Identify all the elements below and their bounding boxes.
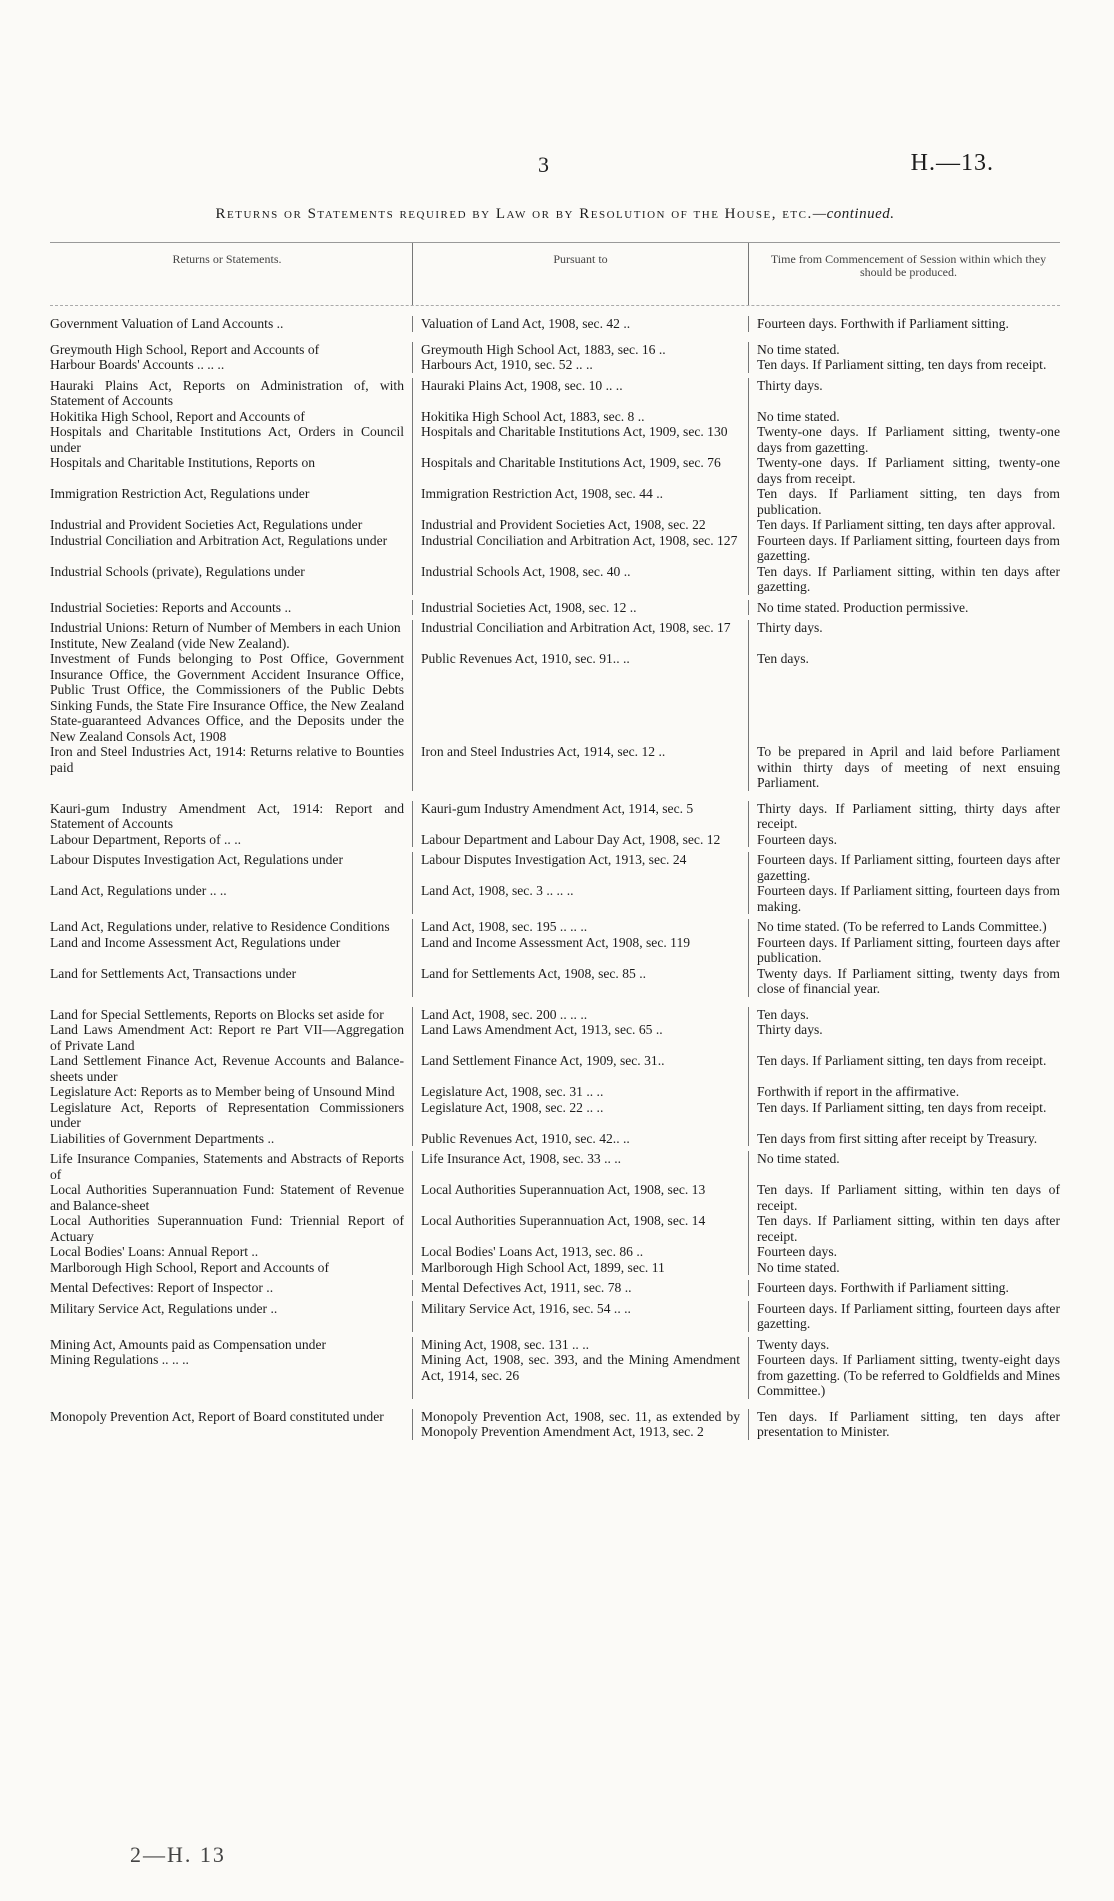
- table-row: [50, 424, 1060, 455]
- table-row: [50, 1100, 1060, 1131]
- pursuant-cell: Land for Settlements Act, 1908, sec. 85 ..: [412, 966, 748, 997]
- returns-cell: Legislature Act: Reports as to Member being of Unsound Mind: [50, 1084, 395, 1099]
- time-cell: Fourteen days.: [748, 1244, 1060, 1260]
- returns-table: [50, 242, 1060, 1440]
- table-row: [50, 1131, 1060, 1147]
- returns-cell: Legislature Act, Reports of Representation Commissioners under: [50, 1099, 404, 1130]
- returns-cell: Hospitals and Charitable Institutions Act, Orders in Council under: [50, 424, 404, 455]
- time-cell: Ten days. If Parliament sitting, ten days from publication.: [748, 486, 1060, 517]
- table-row: [50, 966, 1060, 997]
- time-cell: No time stated. Production permissive.: [748, 600, 1060, 616]
- returns-cell: Land Act, Regulations under, relative to Residence Conditions: [50, 919, 390, 934]
- column-header-pursuant: Pursuant to: [412, 243, 748, 305]
- table-row: [50, 801, 1060, 832]
- pursuant-cell: Local Bodies' Loans Act, 1913, sec. 86 ..: [412, 1244, 748, 1260]
- pursuant-cell: Land and Income Assessment Act, 1908, sec. 119: [412, 935, 748, 966]
- table-header: [50, 243, 1060, 306]
- time-cell: Ten days. If Parliament sitting, within ten days after receipt.: [748, 1213, 1060, 1244]
- pursuant-cell: Hokitika High School Act, 1883, sec. 8 ..: [412, 409, 748, 425]
- pursuant-cell: Hauraki Plains Act, 1908, sec. 10 .. ..: [412, 378, 748, 409]
- table-row: [50, 1182, 1060, 1213]
- returns-cell: Mental Defectives: Report of Inspector ..: [50, 1280, 274, 1295]
- pursuant-cell: Military Service Act, 1916, sec. 54 .. ..: [412, 1301, 748, 1332]
- page-number: 3: [538, 152, 549, 177]
- time-cell: Twenty-one days. If Parliament sitting, twenty-one days from gazetting.: [748, 424, 1060, 455]
- paper-reference: H.—13.: [910, 150, 994, 176]
- returns-cell: Industrial and Provident Societies Act, Regulations under: [50, 517, 363, 532]
- returns-cell: Land Act, Regulations under .. ..: [50, 883, 227, 898]
- table-row: [50, 636, 1060, 652]
- table-row: [50, 1260, 1060, 1276]
- table-row: [50, 1244, 1060, 1260]
- table-row: [50, 935, 1060, 966]
- returns-cell: Local Authorities Superannuation Fund: Triennial Report of Actuary: [50, 1213, 404, 1244]
- time-cell: Ten days. If Parliament sitting, within ten days after gazetting.: [748, 564, 1060, 595]
- returns-cell: Iron and Steel Industries Act, 1914: Returns relative to Bounties paid: [50, 744, 404, 775]
- time-cell: Fourteen days. If Parliament sitting, twenty-eight days from gazetting. (To be referred to Goldfields and Mines Committee.): [748, 1352, 1060, 1399]
- time-cell: Thirty days. If Parliament sitting, thirty days after receipt.: [748, 801, 1060, 832]
- returns-cell: Kauri-gum Industry Amendment Act, 1914: Report and Statement of Accounts: [50, 800, 404, 831]
- time-cell: [748, 636, 1060, 652]
- table-row: [50, 1151, 1060, 1182]
- pursuant-cell: Land Act, 1908, sec. 195 .. .. ..: [412, 919, 748, 935]
- time-cell: No time stated. (To be referred to Lands Committee.): [748, 919, 1060, 935]
- time-cell: Twenty-one days. If Parliament sitting, twenty-one days from receipt.: [748, 455, 1060, 486]
- returns-cell: Land Laws Amendment Act: Report re Part VII—Aggregation of Private Land: [50, 1022, 404, 1053]
- time-cell: No time stated.: [748, 1151, 1060, 1182]
- time-cell: Ten days. If Parliament sitting, ten days after approval.: [748, 517, 1060, 533]
- caption-text: Returns or Statements required by Law or by Resolution of the House, etc.: [215, 206, 813, 222]
- returns-cell: Land for Special Settlements, Reports on Blocks set aside for: [50, 1006, 384, 1022]
- pursuant-cell: Land Settlement Finance Act, 1909, sec. 31..: [412, 1053, 748, 1084]
- pursuant-cell: Industrial Conciliation and Arbitration Act, 1908, sec. 127: [412, 533, 748, 564]
- pursuant-cell: Harbours Act, 1910, sec. 52 .. ..: [412, 357, 748, 373]
- time-cell: No time stated.: [748, 1260, 1060, 1276]
- pursuant-cell: Industrial and Provident Societies Act, 1908, sec. 22: [412, 517, 748, 533]
- table-row: [50, 1409, 1060, 1440]
- pursuant-cell: Land Laws Amendment Act, 1913, sec. 65 ..: [412, 1022, 748, 1053]
- table-row: [50, 564, 1060, 595]
- time-cell: Fourteen days. Forthwith if Parliament sitting.: [748, 316, 1060, 332]
- pursuant-cell: Mining Act, 1908, sec. 393, and the Mining Amendment Act, 1914, sec. 26: [412, 1352, 748, 1399]
- returns-cell: Investment of Funds belonging to Post Office, Government Insurance Office, the Government Accident Insurance Office, Public Trust Office, the Commissioners of the Public Debts Sinking Funds, the State Fire Insurance Office, the New Zealand State-guaranteed Advances Office, and the Deposits under the New Zealand Consols Act, 1908: [50, 651, 404, 744]
- time-cell: Thirty days.: [748, 620, 1060, 636]
- time-cell: Fourteen days.: [748, 832, 1060, 848]
- table-row: [50, 1084, 1060, 1100]
- table-row: [50, 455, 1060, 486]
- table-row: [50, 832, 1060, 848]
- column-header-time: Time from Commencement of Session within which they should be produced.: [748, 243, 1060, 305]
- pursuant-cell: Labour Disputes Investigation Act, 1913, sec. 24: [412, 852, 748, 883]
- returns-cell: Industrial Conciliation and Arbitration Act, Regulations under: [50, 532, 388, 548]
- pursuant-cell: Mental Defectives Act, 1911, sec. 78 ..: [412, 1280, 748, 1296]
- time-cell: Ten days.: [748, 1007, 1060, 1023]
- time-cell: Thirty days.: [748, 378, 1060, 409]
- returns-cell: Land for Settlements Act, Transactions under: [50, 965, 297, 981]
- time-cell: Ten days. If Parliament sitting, ten days from receipt.: [748, 1053, 1060, 1084]
- time-cell: Fourteen days. If Parliament sitting, fourteen days after publication.: [748, 935, 1060, 966]
- table-row: [50, 378, 1060, 409]
- time-cell: No time stated.: [748, 342, 1060, 358]
- time-cell: Twenty days. If Parliament sitting, twenty days from close of financial year.: [748, 966, 1060, 997]
- pursuant-cell: Legislature Act, 1908, sec. 31 .. ..: [412, 1084, 748, 1100]
- pursuant-cell: Public Revenues Act, 1910, sec. 91.. ..: [412, 651, 748, 744]
- pursuant-cell: Hospitals and Charitable Institutions Act, 1909, sec. 76: [412, 455, 748, 486]
- pursuant-cell: Iron and Steel Industries Act, 1914, sec. 12 ..: [412, 744, 748, 791]
- returns-cell: Harbour Boards' Accounts .. .. ..: [50, 357, 225, 372]
- pursuant-cell: Local Authorities Superannuation Act, 1908, sec. 14: [412, 1213, 748, 1244]
- pursuant-cell: Land Act, 1908, sec. 3 .. .. ..: [412, 883, 748, 914]
- returns-cell: Marlborough High School, Report and Accounts of: [50, 1259, 330, 1275]
- pursuant-cell: Kauri-gum Industry Amendment Act, 1914, sec. 5: [412, 801, 748, 832]
- returns-cell: Local Bodies' Loans: Annual Report ..: [50, 1244, 259, 1259]
- time-cell: Ten days. If Parliament sitting, ten days after presentation to Minister.: [748, 1409, 1060, 1440]
- returns-cell: Hospitals and Charitable Institutions, Reports on: [50, 455, 316, 470]
- table-row: [50, 357, 1060, 373]
- pursuant-cell: Industrial Conciliation and Arbitration Act, 1908, sec. 17: [412, 620, 748, 636]
- time-cell: Ten days from first sitting after receipt by Treasury.: [748, 1131, 1060, 1147]
- returns-cell: Labour Disputes Investigation Act, Regulations under: [50, 852, 343, 867]
- time-cell: Fourteen days. If Parliament sitting, fourteen days from making.: [748, 883, 1060, 914]
- table-row: [50, 1352, 1060, 1399]
- returns-cell: Institute, New Zealand (vide New Zealand).: [50, 635, 290, 651]
- caption-continued: —continued.: [812, 206, 895, 222]
- table-row: [50, 883, 1060, 914]
- time-cell: Thirty days.: [748, 1022, 1060, 1053]
- returns-cell: Immigration Restriction Act, Regulations under: [50, 486, 310, 501]
- returns-cell: Hauraki Plains Act, Reports on Administration of, with Statement of Accounts: [50, 377, 404, 408]
- time-cell: Ten days. If Parliament sitting, within ten days of receipt.: [748, 1182, 1060, 1213]
- table-row: [50, 744, 1060, 791]
- returns-cell: Hokitika High School, Report and Accounts of: [50, 408, 305, 424]
- table-row: [50, 620, 1060, 636]
- pursuant-cell: Immigration Restriction Act, 1908, sec. 44 ..: [412, 486, 748, 517]
- returns-cell: Greymouth High School, Report and Accounts of: [50, 341, 320, 357]
- table-row: [50, 533, 1060, 564]
- returns-cell: Industrial Schools (private), Regulations under: [50, 563, 305, 579]
- time-cell: Ten days. If Parliament sitting, ten days from receipt.: [748, 1100, 1060, 1131]
- pursuant-cell: Public Revenues Act, 1910, sec. 42.. ..: [412, 1131, 748, 1147]
- pursuant-cell: Mining Act, 1908, sec. 131 .. ..: [412, 1337, 748, 1353]
- pursuant-cell: Legislature Act, 1908, sec. 22 .. ..: [412, 1100, 748, 1131]
- returns-cell: Military Service Act, Regulations under ..: [50, 1300, 278, 1316]
- table-row: [50, 1022, 1060, 1053]
- pursuant-cell: Greymouth High School Act, 1883, sec. 16 ..: [412, 342, 748, 358]
- table-row: [50, 651, 1060, 744]
- pursuant-cell: Valuation of Land Act, 1908, sec. 42 ..: [412, 316, 748, 332]
- pursuant-cell: Marlborough High School Act, 1899, sec. 11: [412, 1260, 748, 1276]
- table-body: [50, 316, 1060, 1440]
- table-row: [50, 1053, 1060, 1084]
- time-cell: Ten days.: [748, 651, 1060, 744]
- table-row: [50, 409, 1060, 425]
- returns-cell: Mining Act, Amounts paid as Compensation under: [50, 1336, 327, 1352]
- table-row: [50, 1213, 1060, 1244]
- table-row: [50, 852, 1060, 883]
- table-row: [50, 1301, 1060, 1332]
- returns-cell: Life Insurance Companies, Statements and Abstracts of Reports of: [50, 1151, 404, 1182]
- pursuant-cell: Industrial Societies Act, 1908, sec. 12 ..: [412, 600, 748, 616]
- time-cell: Fourteen days. Forthwith if Parliament sitting.: [748, 1280, 1060, 1296]
- time-cell: No time stated.: [748, 409, 1060, 425]
- pursuant-cell: Labour Department and Labour Day Act, 1908, sec. 12: [412, 832, 748, 848]
- table-caption: [50, 206, 1060, 223]
- signature-mark: 2—H. 13: [130, 1842, 226, 1867]
- returns-cell: Local Authorities Superannuation Fund: Statement of Revenue and Balance-sheet: [50, 1182, 404, 1213]
- table-row: [50, 342, 1060, 358]
- time-cell: Forthwith if report in the affirmative.: [748, 1084, 1060, 1100]
- table-row: [50, 600, 1060, 616]
- table-row: [50, 517, 1060, 533]
- table-row: [50, 1337, 1060, 1353]
- returns-cell: Monopoly Prevention Act, Report of Board constituted under: [50, 1408, 384, 1424]
- pursuant-cell: Land Act, 1908, sec. 200 .. .. ..: [412, 1007, 748, 1023]
- time-cell: To be prepared in April and laid before Parliament within thirty days of meeting of next ensuing Parliament.: [748, 744, 1060, 791]
- time-cell: Twenty days.: [748, 1337, 1060, 1353]
- pursuant-cell: Monopoly Prevention Act, 1908, sec. 11, as extended by Monopoly Prevention Amendment Act, 1913, sec. 2: [412, 1409, 748, 1440]
- table-row: [50, 486, 1060, 517]
- returns-cell: Mining Regulations .. .. ..: [50, 1352, 189, 1367]
- table-row: [50, 316, 1060, 332]
- time-cell: Ten days. If Parliament sitting, ten days from receipt.: [748, 357, 1060, 373]
- returns-cell: Liabilities of Government Departments ..: [50, 1130, 275, 1146]
- time-cell: Fourteen days. If Parliament sitting, fourteen days from gazetting.: [748, 533, 1060, 564]
- returns-cell: Land and Income Assessment Act, Regulations under: [50, 934, 341, 950]
- returns-cell: Industrial Societies: Reports and Accounts ..: [50, 599, 292, 615]
- pursuant-cell: Local Authorities Superannuation Act, 1908, sec. 13: [412, 1182, 748, 1213]
- returns-cell: Land Settlement Finance Act, Revenue Accounts and Balance-sheets under: [50, 1053, 404, 1084]
- pursuant-cell: Life Insurance Act, 1908, sec. 33 .. ..: [412, 1151, 748, 1182]
- pursuant-cell: Hospitals and Charitable Institutions Act, 1909, sec. 130: [412, 424, 748, 455]
- pursuant-cell: [412, 636, 748, 652]
- pursuant-cell: Industrial Schools Act, 1908, sec. 40 ..: [412, 564, 748, 595]
- returns-cell: Industrial Unions: Return of Number of Members in each Union: [50, 620, 401, 635]
- time-cell: Fourteen days. If Parliament sitting, fourteen days after gazetting.: [748, 1301, 1060, 1332]
- returns-cell: Government Valuation of Land Accounts ..: [50, 316, 284, 331]
- table-row: [50, 1007, 1060, 1023]
- column-header-returns: Returns or Statements.: [172, 252, 282, 266]
- table-row: [50, 919, 1060, 935]
- time-cell: Fourteen days. If Parliament sitting, fourteen days after gazetting.: [748, 852, 1060, 883]
- returns-cell: Labour Department, Reports of .. ..: [50, 831, 242, 847]
- table-row: [50, 1280, 1060, 1296]
